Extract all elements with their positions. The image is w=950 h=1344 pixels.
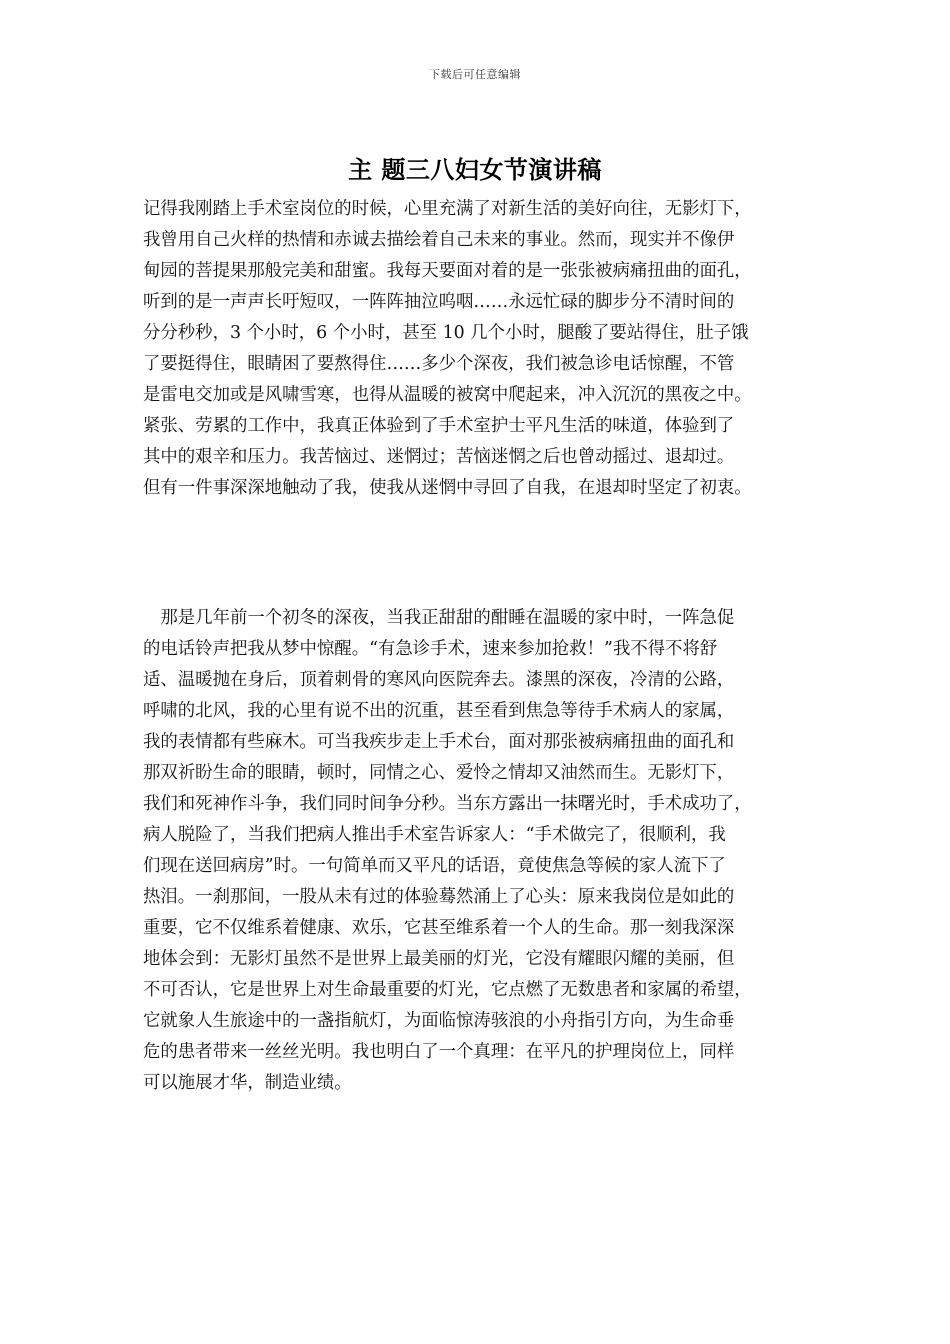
- paragraph-line: 危的患者带来一丝丝光明。我也明白了一个真理：在平凡的护理岗位上，同样: [143, 1042, 735, 1062]
- paragraph-line: 它就象人生旅途中的一盏指航灯，为面临惊涛骇浪的小舟指引方向，为生命垂: [143, 1011, 735, 1031]
- paragraph-line: 呼啸的北风，我的心里有说不出的沉重，甚至看到焦急等待手术病人的家属，: [143, 701, 735, 721]
- paragraph-line: 们现在送回病房”时。一句简单而又平凡的话语，竟使焦急等候的家人流下了: [143, 856, 726, 876]
- paragraph-line: 听到的是一声声长吁短叹，一阵阵抽泣呜咽……永远忙碌的脚步分不清时间的: [143, 292, 735, 312]
- paragraph-line: 那是几年前一个初冬的深夜，当我正甜甜的酣睡在温暖的家中时，一阵急促: [143, 608, 735, 628]
- paragraph-line: 了要挺得住，眼睛困了要熬得住……多少个深夜，我们被急诊电话惊醒，不管: [143, 354, 735, 374]
- paragraph-line: 地体会到：无影灯虽然不是世界上最美丽的灯光，它没有耀眼闪耀的美丽，但: [143, 949, 735, 969]
- paragraph-line: 紧张、劳累的工作中，我真正体验到了手术室护士平凡生活的味道，体验到了: [143, 416, 735, 436]
- paragraph-line: 我们和死神作斗争，我们同时间争分秒。当东方露出一抹曙光时，手术成功了，: [143, 794, 752, 814]
- paragraph-line: 其中的艰辛和压力。我苦恼过、迷惘过；苦恼迷惘之后也曾动摇过、退却过。: [143, 447, 735, 467]
- paragraph-line: 分分秒秒，3 个小时，6 个小时，甚至 10 几个小时，腿酸了要站得住，肚子饿: [143, 323, 749, 343]
- paragraph-line: 是雷电交加或是风啸雪寒，也得从温暖的被窝中爬起来，冲入沉沉的黑夜之中。: [143, 385, 752, 405]
- paragraph-line: 但有一件事深深地触动了我，使我从迷惘中寻回了自我，在退却时坚定了初衷。: [143, 478, 752, 498]
- paragraph-line: 记得我刚踏上手术室岗位的时候，心里充满了对新生活的美好向往，无影灯下，: [143, 199, 752, 219]
- paragraph-line: 不可否认，它是世界上对生命最重要的灯光，它点燃了无数患者和家属的希望，: [143, 980, 752, 1000]
- paragraph-line: 甸园的菩提果那般完美和甜蜜。我每天要面对着的是一张张被病痛扭曲的面孔，: [143, 261, 752, 281]
- paragraph-line: 我的表情都有些麻木。可当我疾步走上手术台，面对那张被病痛扭曲的面孔和: [143, 732, 735, 752]
- document-title: 主 题三八妇女节演讲稿: [348, 155, 602, 184]
- paragraph-line: 可以施展才华，制造业绩。: [143, 1073, 352, 1093]
- page-header-note: 下载后可任意编辑: [429, 68, 521, 81]
- paragraph-1: [143, 194, 833, 504]
- paragraph-line: 的电话铃声把我从梦中惊醒。“有急诊手术，速来参加抢救！”我不得不将舒: [143, 639, 718, 659]
- paragraph-line: 重要，它不仅维系着健康、欢乐，它甚至维系着一个人的生命。那一刻我深深: [143, 918, 735, 938]
- paragraph-line: 病人脱险了，当我们把病人推出手术室告诉家人：“手术做完了，很顺利，我: [143, 825, 726, 845]
- paragraph-2: [143, 603, 833, 1099]
- paragraph-line: 我曾用自己火样的热情和赤诚去描绘着自己未来的事业。然而，现实并不像伊: [143, 230, 735, 250]
- paragraph-line: 热泪。一刹那间，一股从未有过的体验蓦然涌上了心头：原来我岗位是如此的: [143, 887, 735, 907]
- paragraph-line: 适、温暖抛在身后，顶着刺骨的寒风向医院奔去。漆黑的深夜，冷清的公路，: [143, 670, 735, 690]
- paragraph-line: 那双祈盼生命的眼睛，顿时，同情之心、爱怜之情却又油然而生。无影灯下，: [143, 763, 735, 783]
